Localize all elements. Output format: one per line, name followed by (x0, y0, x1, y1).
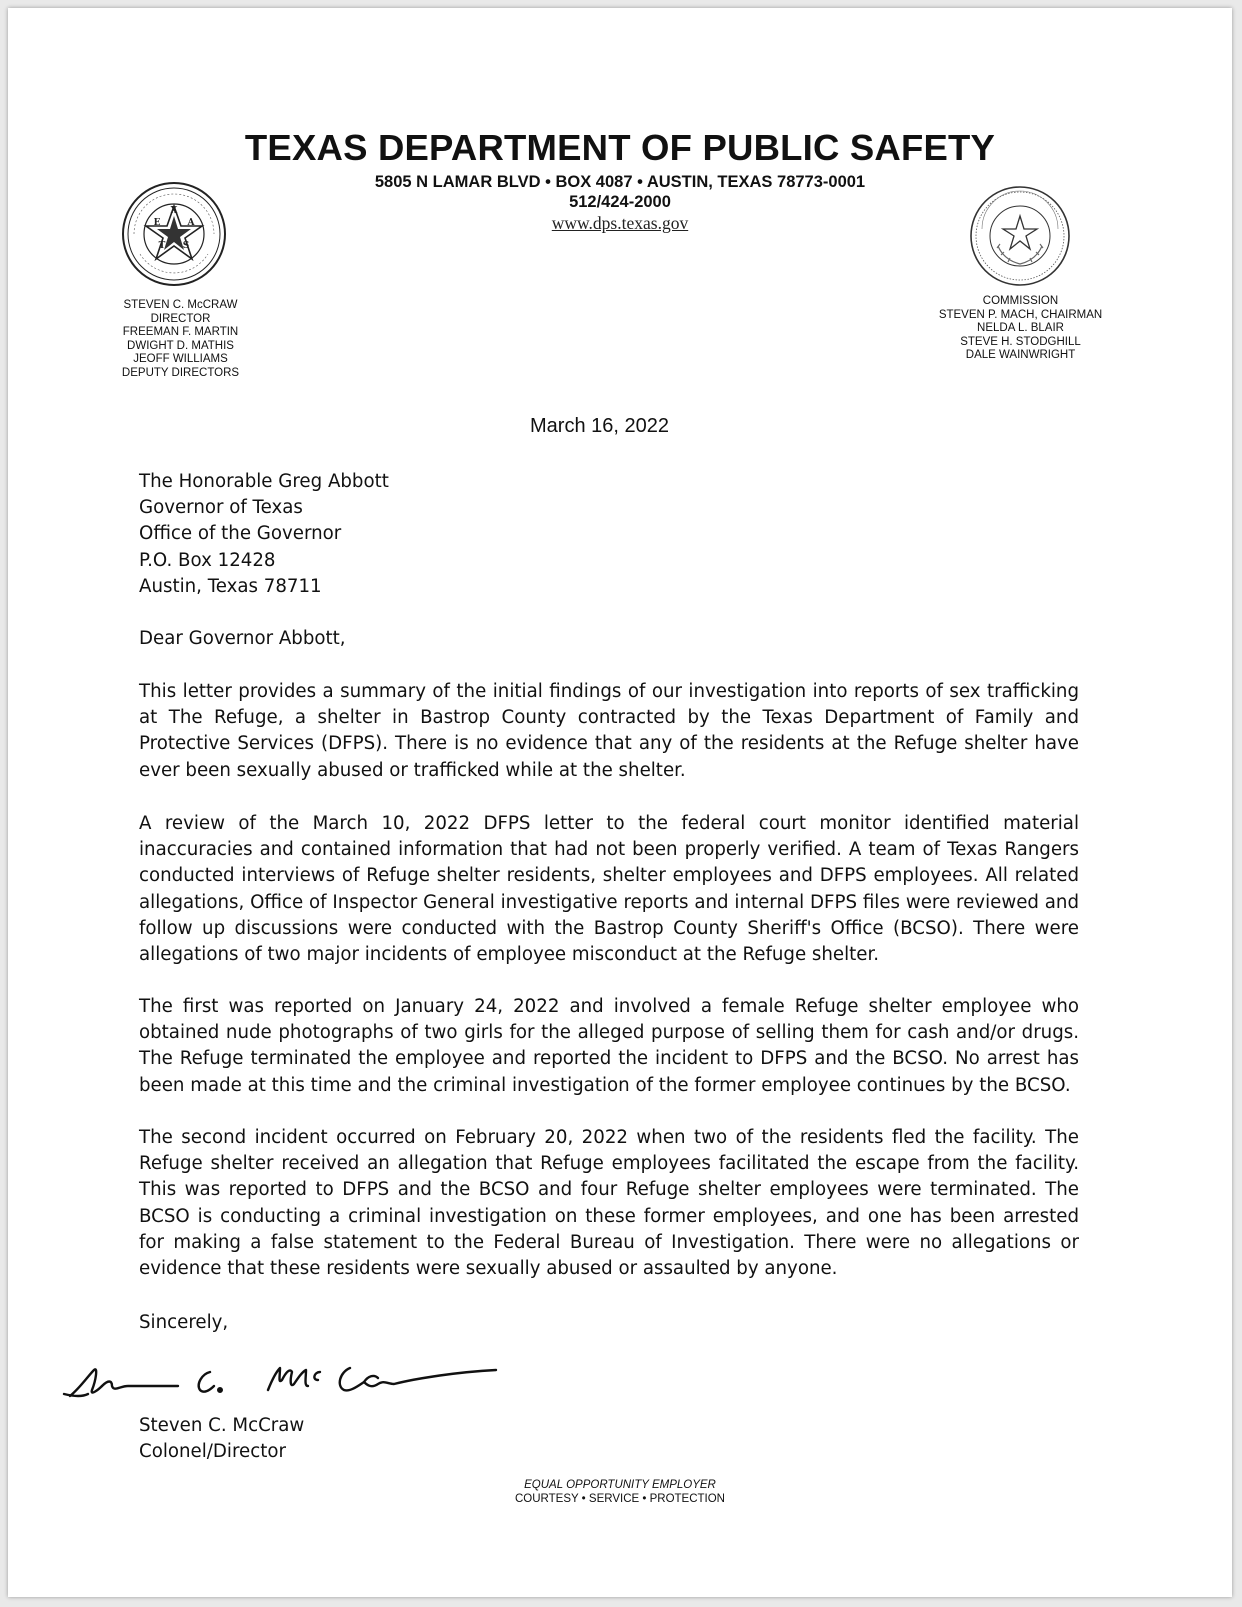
motto-line: COURTESY • SERVICE • PROTECTION (515, 1493, 725, 1505)
commission-line: NELDA L. BLAIR (977, 322, 1064, 335)
letter-footer (8, 1478, 1232, 1506)
recipient-line: Office of the Governor (139, 523, 342, 545)
salutation: Dear Governor Abbott, (139, 628, 346, 649)
staff-line: STEVEN C. McCRAW (123, 299, 238, 311)
letter-page (8, 8, 1232, 1597)
staff-line: DIRECTOR (150, 312, 211, 325)
commission-line: COMMISSION (982, 295, 1059, 307)
agency-phone: 512/424-2000 (569, 193, 671, 211)
signer-title: Colonel/Director (139, 1441, 286, 1463)
recipient-line: Governor of Texas (139, 497, 303, 519)
texas-state-seal-icon (968, 184, 1072, 293)
equal-opportunity-line: EQUAL OPPORTUNITY EMPLOYER (524, 1479, 716, 1491)
commission-line: STEVEN P. MACH, CHAIRMAN (938, 308, 1103, 321)
recipient-line: P.O. Box 12428 (139, 549, 276, 571)
staff-line: DWIGHT D. MATHIS (127, 339, 234, 352)
recipient-line: The Honorable Greg Abbott (139, 471, 389, 492)
closing: Sincerely, (139, 1312, 229, 1333)
signature-image (58, 1350, 508, 1415)
director-staff-list (108, 299, 253, 381)
agency-website-link[interactable]: www.dps.texas.gov (551, 213, 689, 233)
paragraph-2: A review of the March 10, 2022 DFPS letter to the federal court monitor identified material inaccuracies and contained information that had not been properly verified. A team of Texas Rangers conducted interviews of Refuge shelter residents, shelter employees and DFPS employees. All related allegations, Office of Inspector General investigative reports and internal DFPS files were reviewed and follow up discussions were conducted with the Bastrop County Sheriff's Office (BCSO). There were allegations of two major incidents of employee misconduct at the Refuge shelter. (139, 813, 1079, 966)
seal-letter: X (170, 206, 178, 216)
commission-line: STEVE H. STODGHILL (960, 335, 1081, 348)
seal-letter: S (182, 241, 190, 251)
letter-date: March 16, 2022 (530, 415, 669, 437)
recipient-address (139, 469, 1079, 600)
signer-name: Steven C. McCraw (139, 1415, 305, 1436)
dps-seal-icon (120, 180, 228, 293)
commission-line: DALE WAINWRIGHT (965, 349, 1076, 362)
commission-list (938, 295, 1103, 363)
seal-letter: T (158, 241, 166, 251)
signer-block (139, 1413, 1079, 1465)
seal-letter: E (153, 218, 161, 228)
staff-line: JEOFF WILLIAMS (133, 353, 228, 366)
agency-title: TEXAS DEPARTMENT OF PUBLIC SAFETY (244, 127, 996, 168)
staff-line: FREEMAN F. MARTIN (122, 326, 239, 339)
paragraph-1: This letter provides a summary of the initial findings of our investigation into reports of sex trafficking at The Refuge, a shelter in Bastrop County contracted by the Texas Department of Family and Protective Services (DFPS). There is no evidence that any of the residents at the Refuge shelter have ever been sexually abused or trafficked while at the shelter. (139, 681, 1079, 781)
staff-line: DEPUTY DIRECTORS (121, 366, 240, 379)
recipient-line: Austin, Texas 78711 (139, 575, 322, 597)
seal-letter: A (187, 218, 195, 228)
paragraph-4: The second incident occurred on February 20, 2022 when two of the residents fled the facility. The Refuge shelter received an allegation that Refuge employees facilitated the escape from the facility. This was reported to DFPS and the BCSO and four Refuge shelter employees were terminated. The BCSO is conducting a criminal investigation on these former employees, and one has been arrested for making a false statement to the Federal Bureau of Investigation. There were no allegations or evidence that these residents were sexually abused or assaulted by anyone. (139, 1127, 1079, 1280)
paragraph-3: The first was reported on January 24, 2022 and involved a female Refuge shelter employee who obtained nude photographs of two girls for the alleged purpose of selling them for cash and/or drugs. The Refuge terminated the employee and reported the incident to DFPS and the BCSO. No arrest has been made at this time and the criminal investigation of the former employee continues by the BCSO. (139, 996, 1079, 1096)
agency-address: 5805 N LAMAR BLVD • BOX 4087 • AUSTIN, TEXAS 78773-0001 (374, 173, 866, 191)
